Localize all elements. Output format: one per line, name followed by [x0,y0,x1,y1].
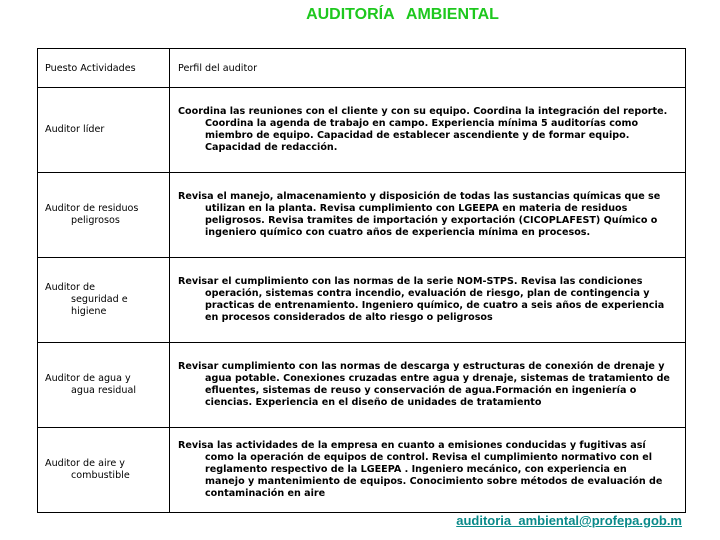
role-line: Auditor de residuos [45,203,139,214]
role-line: Auditor líder [45,124,105,135]
profile-line: como la operación de equipos de control. Revisa el cumplimiento normativo con el [205,452,653,463]
table-row [38,343,686,428]
profile-line: Revisar cumplimiento con las normas de descarga y estructuras de conexión de drenaje y [178,361,665,372]
header-perfil: Perfil del auditor [170,49,686,88]
profile-line: en procesos considerados de alto riesgo o peligrosos [205,312,493,323]
profile-line: efluentes, sistemas de reuso y conservación de agua.Formación en ingeniería o [205,385,637,396]
profile-line: contaminación en aire [205,488,326,499]
profile-line: operación, sistemas contra incendio, evaluación de riesgo, plan de contingencia y [205,288,650,299]
profile-line: Revisar el cumplimiento con las normas de la serie NOM-STPS. Revisa las condiciones [178,276,643,287]
profile-line: Capacidad de redacción. [205,142,338,153]
role-line: higiene [71,306,107,317]
role-cell [38,343,170,428]
profile-line: Revisa el manejo, almacenamiento y disposición de todas las sustancias químicas que se [178,191,661,202]
profile-line: miembro de equipo. Capacidad de establecer ascendiente y de formar equipo. [205,130,630,141]
table-row [38,173,686,258]
auditor-profiles-table [37,48,686,513]
profile-cell [170,428,686,513]
role-cell [38,258,170,343]
profile-line: Revisa las actividades de la empresa en cuanto a emisiones conducidas y fugitivas así [178,440,646,451]
profile-line: ciencias. Experiencia en el diseño de unidades de tratamiento [205,397,542,408]
profile-line: agua potable. Conexiones cruzadas entre agua y drenaje, sistemas de tratamiento de [205,373,670,384]
header-puesto: Puesto Actividades [38,49,170,88]
role-line: agua residual [71,385,136,396]
profile-line: Coordina las reuniones con el cliente y con su equipo. Coordina la integración del reporte. [178,106,668,117]
profile-cell [170,173,686,258]
table-header-row [38,49,686,88]
role-line: Auditor de aire y [45,458,125,469]
profile-line: manejo y mantenimiento de equipos. Conocimiento sobre métodos de evaluación de [205,476,663,487]
profile-line: utilizan en la planta. Revisa cumplimiento con LGEEPA en materia de residuos [205,203,628,214]
role-line: peligrosos [71,215,120,226]
profile-cell [170,258,686,343]
role-cell [38,428,170,513]
role-line: Auditor de [45,282,96,293]
profile-line: ingeniero químico con cuatro años de experiencia mínima en procesos. [205,227,591,238]
profile-line: Coordina la agenda de trabajo en campo. Experiencia mínima 5 auditorías como [205,118,639,129]
profile-cell [170,343,686,428]
role-line: Auditor de agua y [45,373,131,384]
role-line: seguridad e [71,294,128,305]
profile-cell [170,88,686,173]
table-row [38,258,686,343]
profile-line: practicas de entrenamiento. Ingeniero químico, de cuatro a seis años de experiencia [205,300,665,311]
role-cell [38,88,170,173]
table-row [38,428,686,513]
page-title: AUDITORÍA AMBIENTAL [306,6,499,23]
role-line: combustible [71,470,130,481]
email-link[interactable]: auditoria_ambiental@profepa.gob.m [456,513,682,528]
profile-line: reglamento respectivo de la LGEEPA . Ingeniero mecánico, con experiencia en [205,464,627,475]
role-cell [38,173,170,258]
table-row [38,88,686,173]
profile-line: peligrosos. Revisa tramites de importación y exportación (CICOPLAFEST) Químico o [205,215,658,226]
